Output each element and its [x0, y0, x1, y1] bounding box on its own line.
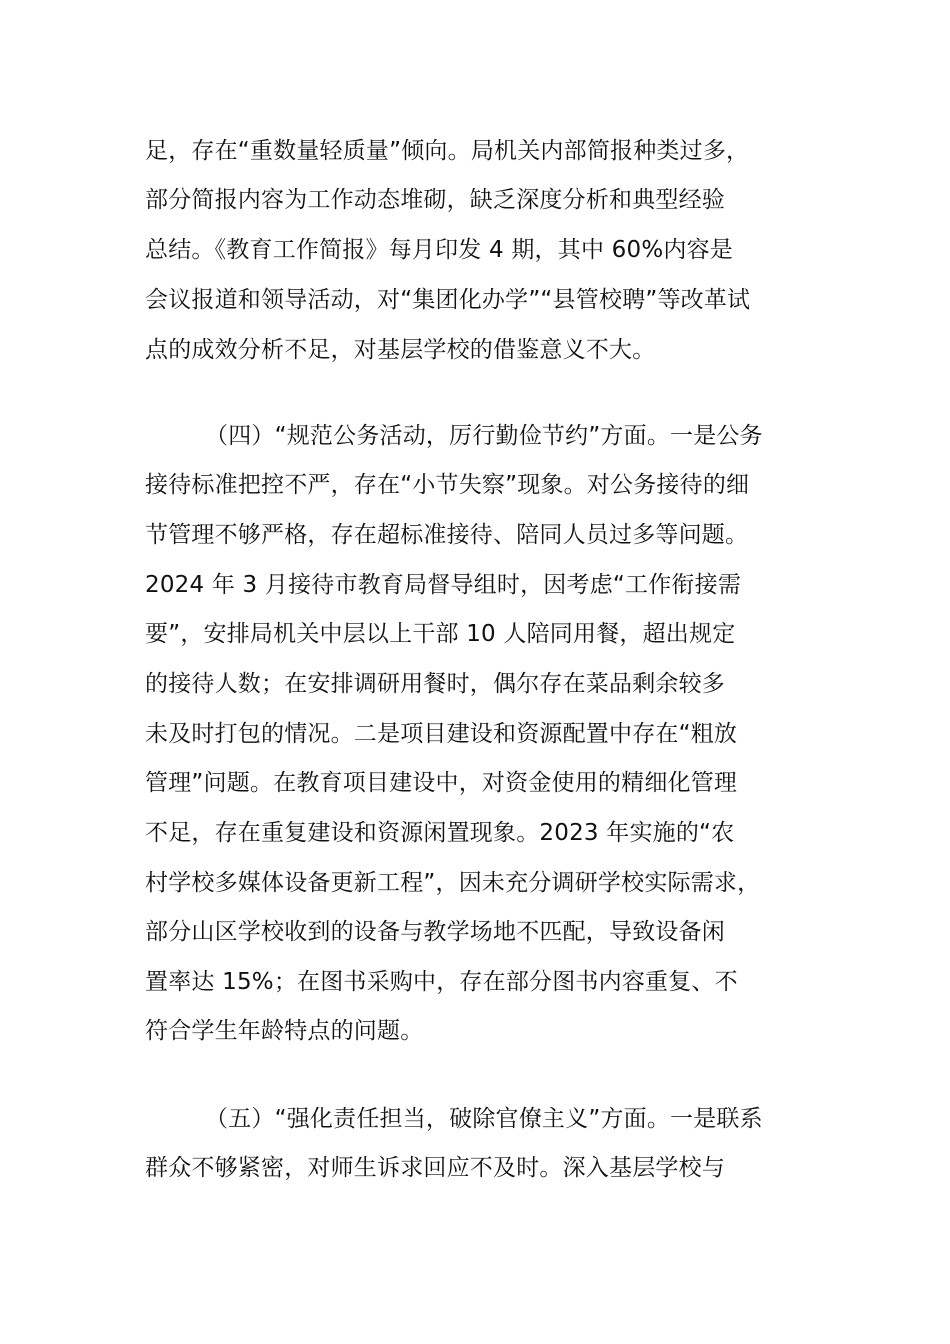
text-line: 群众不够紧密，对师生诉求回应不及时。深入基层学校与 — [145, 1155, 725, 1181]
paragraph-heading-line: （五）“强化责任担当，破除官僚主义”方面。一是联系 — [205, 1106, 763, 1132]
text-line: 足，存在“重数量轻质量”倾向。局机关内部简报种类过多， — [145, 138, 750, 164]
text-line: 符合学生年龄特点的问题。 — [145, 1018, 424, 1044]
text-line: 部分简报内容为工作动态堆砌，缺乏深度分析和典型经验 — [145, 187, 725, 213]
text-line: 2024 年 3 月接待市教育局督导组时，因考虑“工作衔接需 — [145, 572, 742, 598]
text-line: 会议报道和领导活动，对“集团化办学”“县管校聘”等改革试 — [145, 287, 751, 313]
text-line: 管理”问题。在教育项目建设中，对资金使用的精细化管理 — [145, 770, 738, 796]
text-line: 置率达 15%；在图书采购中，存在部分图书内容重复、不 — [145, 969, 738, 995]
text-line: 总结。《教育工作简报》每月印发 4 期，其中 60%内容是 — [145, 237, 733, 263]
paragraph-heading-line: （四）“规范公务活动，厉行勤俭节约”方面。一是公务 — [205, 423, 763, 449]
text-line: 不足，存在重复建设和资源闲置现象。2023 年实施的“农 — [145, 820, 735, 846]
text-line: 的接待人数；在安排调研用餐时，偶尔存在菜品剩余较多 — [145, 671, 725, 697]
text-line: 节管理不够严格，存在超标准接待、陪同人员过多等问题。 — [145, 522, 749, 548]
text-line: 村学校多媒体设备更新工程”，因未充分调研学校实际需求， — [145, 870, 761, 896]
text-line: 未及时打包的情况。二是项目建设和资源配置中存在“粗放 — [145, 721, 738, 747]
text-line: 接待标准把控不严，存在“小节失察”现象。对公务接待的细 — [145, 472, 750, 498]
text-line: 点的成效分析不足，对基层学校的借鉴意义不大。 — [145, 337, 656, 363]
text-line: 要”，安排局机关中层以上干部 10 人陪同用餐，超出规定 — [145, 621, 736, 647]
text-line: 部分山区学校收到的设备与教学场地不匹配，导致设备闲 — [145, 919, 725, 945]
